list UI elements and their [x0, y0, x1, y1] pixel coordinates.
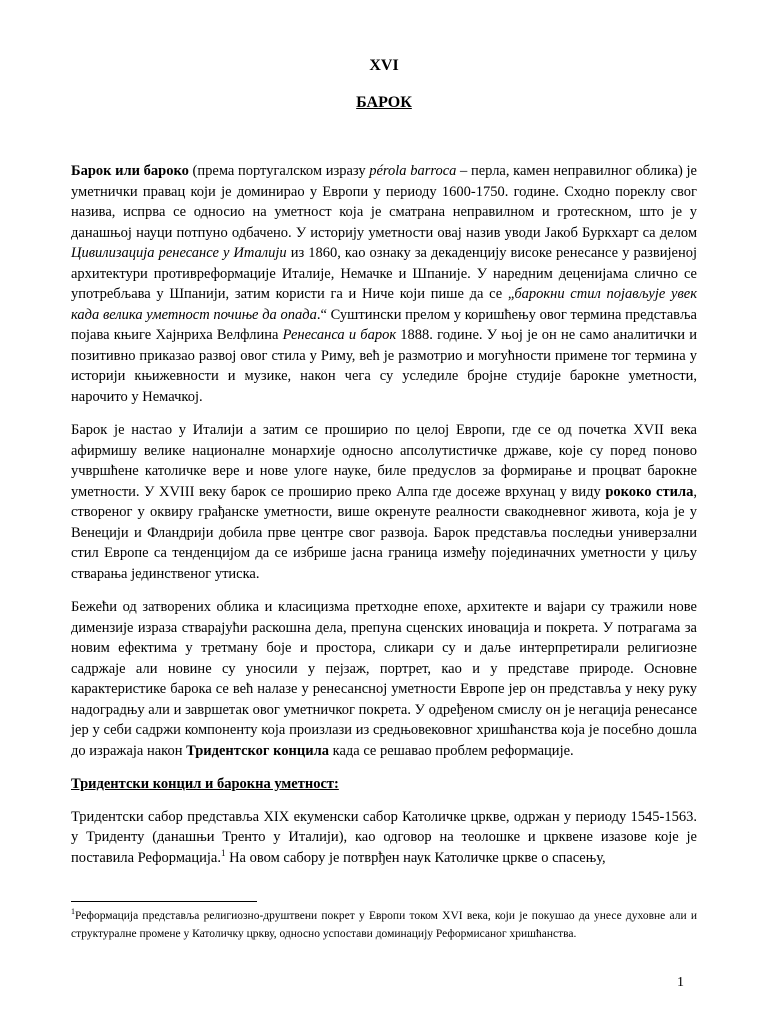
body-text	[71, 161, 697, 881]
text-span: (према португалском изразу	[188, 163, 370, 179]
text-span: када се решавао проблем реформације.	[329, 742, 574, 759]
text-span: 1888. године. У њој је он не само аналитички и позитивно приказао развој овог стила у Риму, већ је размотрио и могућности примене тог термина у историји књижевности и музике, након чега су уследиле бројне студије барокне уметности, нарочито у Немачкој.	[71, 327, 697, 405]
text-span: , створеног у оквиру грађанске уметности, више окренуте реалности свакодневног живота, која је у Венецији и Фландрији добила прве центре свог развоја. Барок представља последњи универзални стил Европе са тенденцијом да се избрише јасна граница између појединачних уметности у циљу стварања јединственог утиска.	[71, 483, 697, 582]
paragraph-4	[71, 807, 697, 869]
term-council-of-trent: Тридентског концила	[186, 742, 329, 759]
paragraph-1	[71, 161, 697, 407]
footnote-reference[interactable]: 1	[220, 847, 226, 858]
text-span: Барок је настао у Италији а затим се проширио по целој Европи, где се од почетка XVII века афирмишу велике националне монархије односно апсолутистичке државе, које су поред поново учвршћене католичке вере и нове улоге науке, биле предуслов за формирање и процват барокне уметности. У XVIII веку барок се проширио преко Алпа где досеже врхунац у виду	[71, 422, 697, 500]
paragraph-3	[71, 597, 697, 761]
page-number: 1	[677, 975, 684, 990]
term-baroque: Барок или бароко	[71, 163, 189, 179]
text-span: – перла, камен неправилног облика) је уметнички правац који је доминирао у Европи у периоду 1600-1750. године. Сходно пореклу свог назива, испрва се односио на уметност која је сматрана неправилном и гротескном, што је у данашњој науци потпуно одбачено. У историју уметности овај назив уводи Јакоб Буркхарт са делом	[71, 163, 697, 241]
footnote	[71, 907, 697, 943]
footnote-marker: 1	[71, 907, 75, 917]
footnote-text: Реформација представља религиозно-друштвени покрет у Европи током XVI века, који је покушао да унесе духовне али и структуралне промене у Католичку цркву, односно успостави доминацију Реформисаног хришћанства.	[71, 910, 697, 940]
footnote-separator	[71, 901, 257, 902]
book-title-burckhardt: Цивилизација ренесансе у Италији	[71, 245, 287, 261]
chapter-number: XVI	[369, 57, 399, 74]
text-span: На овом сабору је потврђен наук Католичке цркве о спасењу,	[225, 849, 606, 866]
term-perola-barroca: pérola barroca	[369, 163, 457, 179]
text-span: .“ Суштински прелом у коришћењу овог термина представља појава књиге Хајнриха Велфлина	[71, 306, 697, 343]
text-span: Бежећи од затворених облика и класицизма претходне епохе, архитекте и вајари су тражили нове димензије израза стварајући раскошна дела, препуна сценских иновација и покрета. У потрагама за новим ефектима у третману боје и простора, сликари су и даље интерпретирали религиозне садржаје али новине су уносили у пејзаж, портрет, као и у представе природе. Основне карактеристике барока се већ налазе у ренесансној уметности Европе јер он представља у неку руку надоградњу али и завршетак овог уметничког покрета. У одређеном смислу он је негација ренесансе јер у себи садржи компоненту која произлази из средњовековног хришћанства која је посебно дошла до изражаја након	[71, 599, 697, 759]
section-heading: Тридентски концил и барокна уметност:	[71, 776, 339, 792]
nietzsche-quote: барокни стил појављује увек када велика уметност почиње да опада	[71, 286, 697, 323]
paragraph-2	[71, 420, 697, 584]
chapter-title: БАРОК	[356, 94, 412, 111]
term-rococo: рококо стила	[605, 483, 694, 500]
book-title-wolfflin: Ренесанса и барок	[282, 327, 397, 343]
text-span: из 1860, као ознаку за декаденцију високе ренесансе у развијеној архитектури противреформације Италије, Немачке и Шпаније. У наредним деценијама слично се употребљава у Шпанији, затим користи га и Ниче који пише да се „	[71, 245, 697, 302]
text-span: Тридентски сабор представља XIX екуменски сабор Католичке цркве, одржан у периоду 1545-1563. у Триденту (данашњи Тренто у Италији), као одговор на теолошке и црквене изазове које је поставила Реформација.	[71, 808, 697, 866]
